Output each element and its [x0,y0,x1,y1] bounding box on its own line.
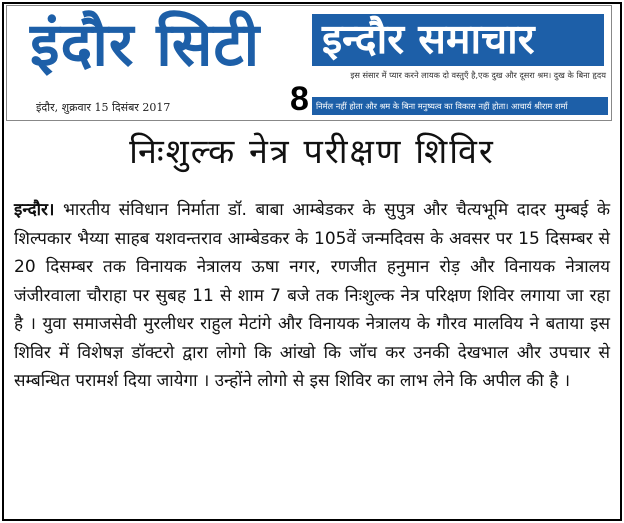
slogan-line2: निर्मल नहीं होता और श्रम के बिना मनुष्यत्व का विकास नहीं होता। आचार्य श्रीराम शर्मा [316,101,568,111]
article-text: भारतीय संविधान निर्माता डॉ. बाबा आम्बेडकर के सुपुत्र और चैत्यभूमि दादर मुम्बई के शिल्पकार भैय्या साहब यशवन्तराव आम्बेडकर के 105वें जन्मदिवस के अवसर पर 15 दिसम्बर से 20 दिसम्बर तक विनायक नेत्रालय ऊषा नगर, रणजीत हनुमान रोड़ और विनायक नेत्रालय जंजीरवाला चौराहा पर सुबह 11 से शाम 7 बजे तक निःशुल्क नेत्र परिक्षण शिविर लगाया जा रहा है । युवा समाजसेवी मुरलीधर राहुल मेटांगे और विनायक नेत्रालय के गौरव मालविय ने बताया इस शिविर में विशेषज्ञ डॉक्टरो द्वारा लोगो कि आंखो कि जॉच कर उनकी देखभाल और उपचार से सम्बन्धित परामर्श दिया जायेगा । उन्होंने लोगो से इस शिविर का लाभ लेने कि अपील की है । [14,200,610,391]
article-body [14,196,610,396]
page-number: 8 [290,80,309,118]
slogan-line1: इस संसार में प्यार करने लायक दो वस्तुएँ है,एक दुख और दूसरा श्रम। दुख के बिना हृदय [350,70,606,80]
article-lead: इन्दौर। [14,200,55,220]
samachar-title: इन्दौर समाचार [322,15,535,63]
headline: निःशुल्क नेत्र परीक्षण शिविर [129,132,495,172]
dateline: इंदौर, शुक्रवार 15 दिसंबर 2017 [36,101,171,114]
city-title: इंदौर सिटी [30,10,261,80]
